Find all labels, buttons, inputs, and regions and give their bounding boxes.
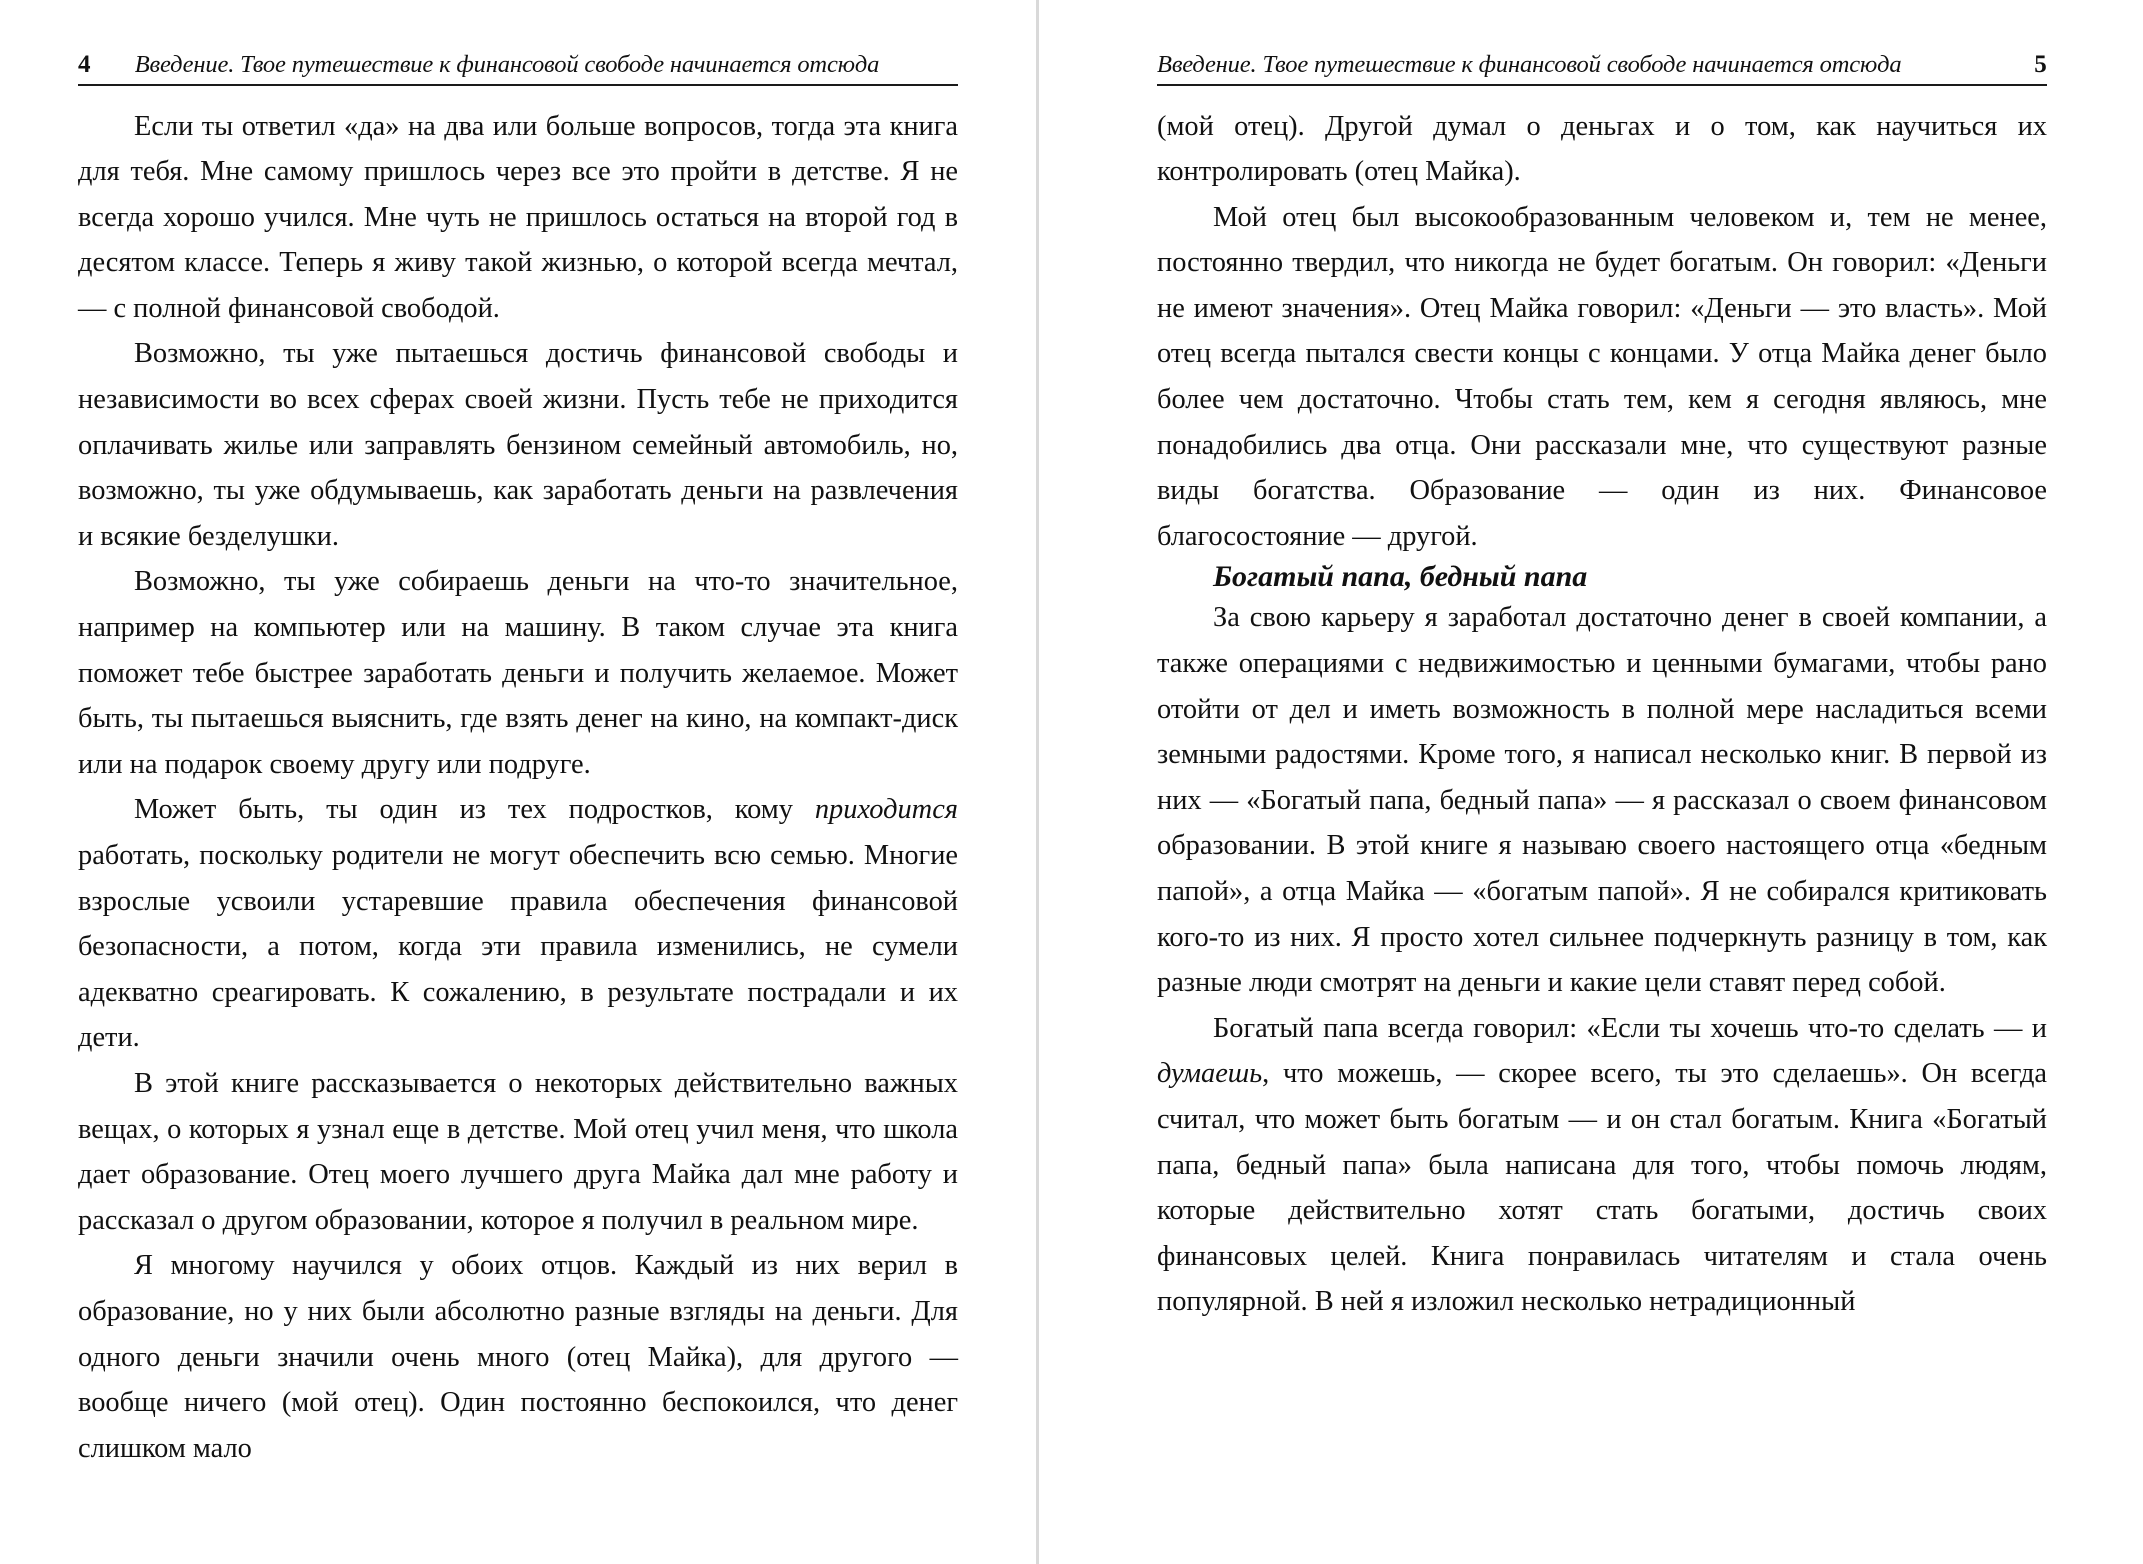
paragraph-continuation: (мой отец). Другой думал о деньгах и о том, как научиться их контролировать (отец Майка). xyxy=(1157,110,2047,188)
emphasis-word: думаешь xyxy=(1157,1058,1263,1090)
paragraph: Возможно, ты уже пытаешься достичь финансовой свободы и независимости во всех сферах своей жизни. Пусть тебе не приходится оплачивать жилье или заправлять бензином семейный автомобиль, но, возможно, ты уже обдумываешь, как заработать деньги на развлечения и всякие безделушки. xyxy=(78,338,958,552)
paragraph-text-after-emphasis: работать, поскольку родители не могут обеспечить всю семью. Многие взрослые усвоили устаревшие правила обеспечения финансовой безопасности, а потом, когда эти правила изменились, не сумели адекватно среагировать. К сожалению, в результате пострадали и их дети. xyxy=(78,840,958,1054)
body-column-left xyxy=(78,104,958,1472)
paragraph: Возможно, ты уже собираешь деньги на что-то значительное, например на компьютер или на машину. В таком случае эта книга поможет тебе быстрее заработать деньги и получить желаемое. Может быть, ты пытаешься выяснить, где взять денег на кино, на компакт-диск или на подарок своему другу или подруге. xyxy=(78,566,958,780)
running-header-right xyxy=(1157,52,2047,86)
page-right xyxy=(1039,0,2143,1564)
body-column-right xyxy=(1157,104,2047,1325)
paragraph: За свою карьеру я заработал достаточно денег в своей компании, а также операциями с недвижимостью и ценными бумагами, чтобы рано отойти от дел и иметь возможность в полной мере насладиться всеми земными радостями. Кроме того, я написал несколько книг. В первой из них — «Богатый папа, бедный папа» — я рассказал о своем финансовом образовании. В этой книге я называю своего настоящего отца «бедным папой», а отца Майка — «богатым папой». Я не собирался критиковать кого-то из них. Я просто хотел сильнее подчеркнуть разницу в том, как разные люди смотрят на деньги и какие цели ставят перед собой. xyxy=(1157,602,2047,999)
paragraph-text-before-emphasis: Может быть, ты один из тех подростков, кому xyxy=(134,794,815,826)
emphasis-word: приходится xyxy=(814,794,958,826)
page-left xyxy=(0,0,1036,1564)
paragraph: Я многому научился у обоих отцов. Каждый из них верил в образование, но у них были абсолютно разные взгляды на деньги. Для одного деньги значили очень много (отец Майка), для другого — вообще ничего (мой отец). Один постоянно беспокоился, что денег слишком мало xyxy=(78,1250,958,1464)
paragraph-with-emphasis xyxy=(78,787,958,1061)
page-number-right: 5 xyxy=(2034,51,2047,78)
running-head-title-left: Введение. Твое путешествие к финансовой свободе начинается отсюда xyxy=(134,51,880,78)
paragraph-with-emphasis xyxy=(1157,1006,2047,1325)
running-head-title-right: Введение. Твое путешествие к финансовой свободе начинается отсюда xyxy=(1157,51,1902,78)
page-number-left: 4 xyxy=(78,51,91,78)
paragraph: В этой книге рассказывается о некоторых действительно важных вещах, о которых я узнал еще в детстве. Мой отец учил меня, что школа дает образование. Отец моего лучшего друга Майка дал мне работу и рассказал о другом образовании, которое я получил в реальном мире. xyxy=(78,1067,958,1236)
paragraph: Мой отец был высокообразованным человеком и, тем не менее, постоянно твердил, что никогда не будет богатым. Он говорил: «Деньги не имеют значения». Отец Майка говорил: «Деньги — это власть». Мой отец всегда пытался свести концы с концами. У отца Майка денег было более чем достаточно. Чтобы стать тем, кем я сегодня являюсь, мне понадобились два отца. Они рассказали мне, что существуют разные виды богатства. Образование — один из них. Финансовое благосостояние — другой. xyxy=(1157,201,2047,552)
section-subheading: Богатый папа, бедный папа xyxy=(1213,560,1588,594)
paragraph-text-after-emphasis: , что можешь, — скорее всего, ты это сделаешь». Он всегда считал, что может быть богатым — и он стал богатым. Книга «Богатый папа, бедный папа» была написана для того, чтобы помочь людям, которые действительно хотят стать богатыми, достичь своих финансовых целей. Книга понравилась читателям и стала очень популярной. В ней я изложил несколько нетрадиционный xyxy=(1157,1058,2047,1318)
running-header-left xyxy=(78,52,958,86)
paragraph-text-before-emphasis: Богатый папа всегда говорил: «Если ты хочешь что-то сделать — и xyxy=(1213,1012,2047,1044)
paragraph: Если ты ответил «да» на два или больше вопросов, тогда эта книга для тебя. Мне самому пришлось через все это пройти в детстве. Я не всегда хорошо учился. Мне чуть не пришлось остаться на второй год в десятом классе. Теперь я живу такой жизнью, о которой всегда мечтал, — с полной финансовой свободой. xyxy=(78,110,958,324)
